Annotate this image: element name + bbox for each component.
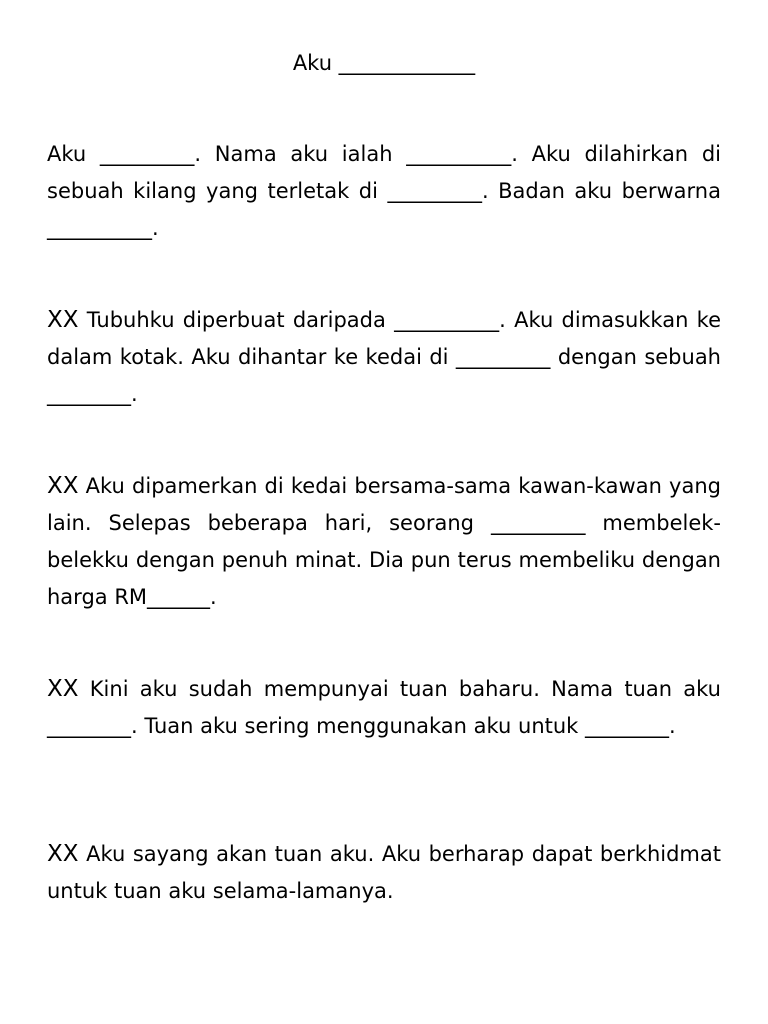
worksheet-title: Aku _____________ [292,51,476,75]
paragraph-3-marker: XX [47,473,79,499]
paragraph-1 [47,136,721,247]
paragraph-4 [47,671,721,745]
paragraph-2-marker: XX [47,307,79,333]
paragraph-1-text: Aku _________. Nama aku ialah __________. Aku dilahirkan di sebuah kilang yang terletak di _________. Badan aku berwarna __________. [47,142,721,240]
paragraph-4-marker: XX [47,676,79,702]
paragraph-2-text: Tubuhku diperbuat daripada __________. Aku dimasukkan ke dalam kotak. Aku dihantar ke kedai di _________ dengan sebuah ________. [47,308,721,406]
paragraph-3 [47,468,721,616]
paragraph-5-text: Aku sayang akan tuan aku. Aku berharap dapat berkhidmat untuk tuan aku selama-lamanya. [47,842,721,903]
paragraph-2 [47,302,721,413]
paragraph-5-marker: XX [47,841,79,867]
paragraph-4-text: Kini aku sudah mempunyai tuan baharu. Nama tuan aku ________. Tuan aku sering menggunakan aku untuk ________. [47,677,721,738]
paragraph-5 [47,836,721,910]
paragraph-3-text: Aku dipamerkan di kedai bersama-sama kawan-kawan yang lain. Selepas beberapa hari, seorang _________ membelek-belekku dengan penuh minat. Dia pun terus membeliku dengan harga RM______. [47,474,721,609]
